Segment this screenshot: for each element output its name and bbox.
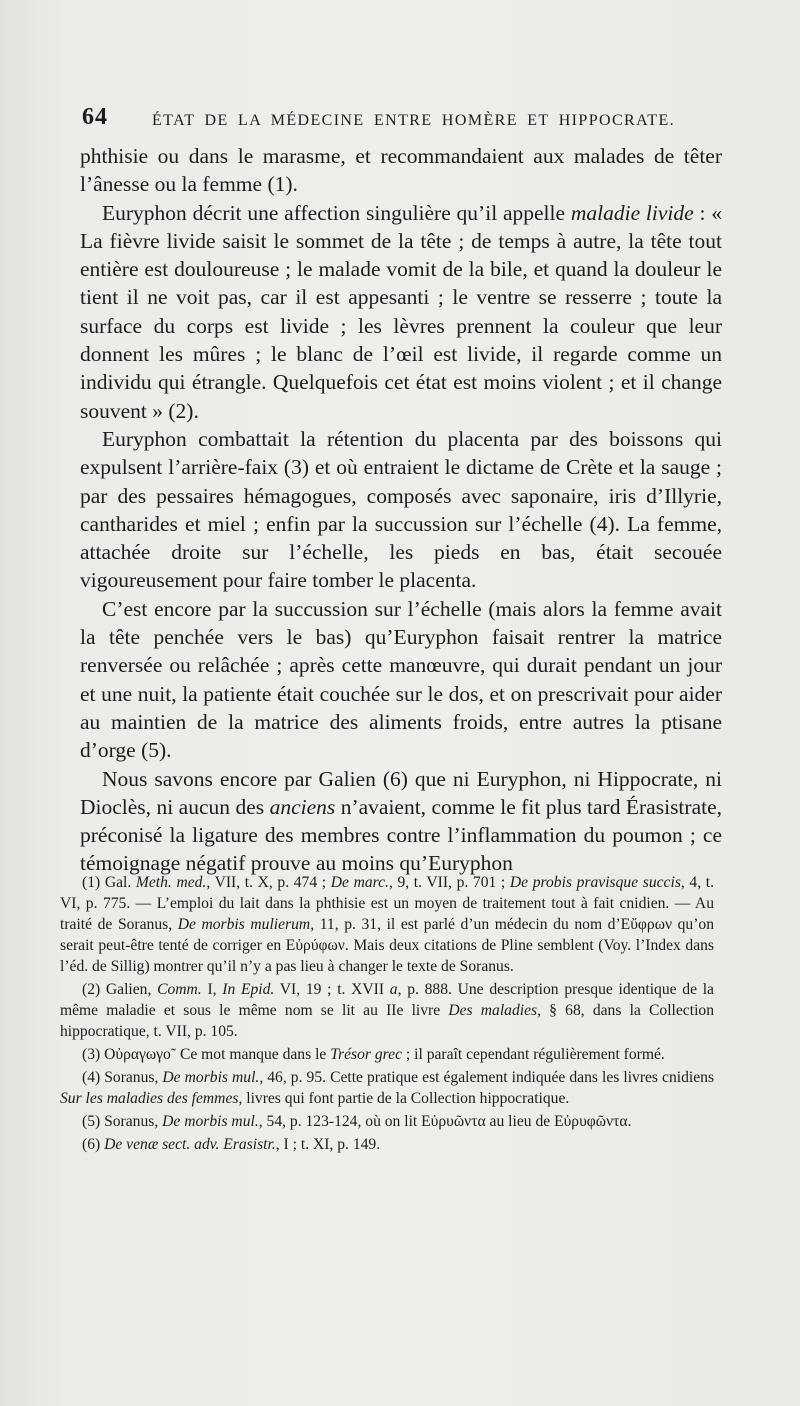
footnote-2-citation: Des maladies [448, 1002, 538, 1019]
footnotes [60, 872, 714, 1157]
footnote-2-citation: a [389, 981, 398, 998]
footnote-4-citation: Sur les maladies des femmes [60, 1090, 239, 1107]
footnote-6 [60, 1134, 714, 1155]
footnote-1-text: (1) Gal. [82, 874, 136, 891]
page-header [82, 104, 722, 136]
paragraph-2 [80, 199, 722, 425]
footnote-4-citation: De morbis mul. [162, 1069, 260, 1086]
footnote-4-text: , 46, p. 95. Cette pratique est également indiquée dans les livres cnidiens [259, 1069, 715, 1086]
footnote-5-text: (5) Soranus, [82, 1113, 163, 1130]
footnote-2-text: , § 68, dans la Collection hippocratique, t. VII, p. 105. [60, 1002, 714, 1040]
running-title: ÉTAT DE LA MÉDECINE ENTRE HOMÈRE ET HIPPOCRATE. [152, 112, 676, 129]
paragraph-4-text: C’est encore par la succussion sur l’échelle (mais alors la femme avait la tête penchée vers le bas) qu’Euryphon faisait rentrer la matrice renversée ou relâchée ; après cette manœuvre, qui durait pendant un jour et une nuit, la patiente était couchée sur le dos, et on prescrivait pour aider au maintien de la matrice des aliments froids, entre autres la ptisane d’orge (5). [80, 596, 722, 763]
paragraph-1 [80, 142, 722, 199]
footnote-4-text: , livres qui font partie de la Collection hippocratique. [238, 1090, 570, 1107]
paragraph-2-lead: Euryphon décrit une affection singulière qu’il appelle [102, 200, 571, 225]
footnote-6-citation: De venæ sect. adv. Erasistr. [104, 1136, 276, 1153]
footnote-5-text: , 54, p. 123-124, où on lit Εὐρυῶντα au lieu de Εὐρυφῶντα. [258, 1113, 632, 1130]
page-number: 64 [82, 104, 108, 130]
paragraph-5-emphasis: anciens [269, 794, 336, 819]
paragraph-2-rest: : « La fièvre livide saisit le sommet de la tête ; de temps à autre, la tête tout entière est douloureuse ; le malade vomit de la bile, et quand la douleur le tient il ne voit pas, car il est appesanti ; le ventre se resserre ; toute la surface du corps est livide ; les lèvres prennent la couleur que leur donnent les mûres ; le blanc de l’œil est livide, il regarde comme un individu qui étrangle. Quelquefois cet état est moins violent ; et il change souvent » (2). [80, 200, 722, 423]
footnote-6-text: (6) [82, 1136, 105, 1153]
footnote-1-citation: De probis pravisque succis [509, 874, 681, 891]
footnote-2-text: , p. 888. Une description presque identique de la même maladie et sous le même nom se lit au IIe livre [60, 981, 714, 1019]
footnote-1-citation: De morbis mulierum [177, 916, 311, 933]
footnote-1-text: , 11, p. 31, il est parlé d’un médecin du nom d’Εὔφρων qu’on serait peut-être tenté de corriger en Εὐρύφων. Mais deux citations de Pline semblent (Voy. l’Index dans l’éd. de Sillig) montrer qu’il n’y a pas lieu à changer le texte de Soranus. [60, 916, 714, 975]
paragraph-3 [80, 425, 722, 595]
paragraph-3-text: Euryphon combattait la rétention du placenta par des boissons qui expulsent l’arrière-faix (3) et où entraient le dictame de Crète et la sauge ; par des pessaires hémagogues, composés avec saponaire, iris d’Illyrie, cantharides et miel ; enfin par la succussion sur l’échelle (4). La femme, attachée droite sur l’échelle, les pieds en bas, était secouée vigoureusement pour faire tomber le placenta. [80, 426, 722, 593]
footnote-5-citation: De morbis mul. [162, 1113, 259, 1130]
paragraph-2-emphasis: maladie livide [570, 200, 694, 225]
main-text [80, 142, 722, 878]
footnote-2-text: I, [201, 981, 223, 998]
footnote-1 [60, 872, 714, 977]
footnote-3-citation: Trésor grec [330, 1046, 402, 1063]
paragraph-1-text: phthisie ou dans le marasme, et recommandaient aux malades de têter l’ânesse ou la femme (1). [80, 144, 722, 197]
footnote-5 [60, 1111, 714, 1132]
paragraph-4 [80, 595, 722, 765]
footnote-1-text: , 9, t. VII, p. 701 ; [388, 874, 510, 891]
footnote-2 [60, 979, 714, 1042]
footnote-2-citation: In Epid. [222, 981, 275, 998]
footnote-2-text: (2) Galien, [82, 981, 158, 998]
paragraph-5-lead: Nous savons encore par Galien (6) que ni Euryphon, ni Hippocrate, ni Dioclès, ni aucun des [80, 766, 722, 819]
paragraph-5-rest: n’avaient, comme le fit plus tard Érasistrate, préconisé la ligature des membres contre l’inflammation du poumon ; ce témoignage négatif prouve au moins qu’Euryphon [80, 794, 723, 876]
paragraph-5 [80, 765, 722, 878]
footnote-3-text: ; il paraît cependant régulièrement formé. [402, 1046, 665, 1063]
footnote-2-text: VI, 19 ; t. XVII [274, 981, 390, 998]
footnote-1-citation: De marc. [330, 874, 389, 891]
footnote-2-citation: Comm. [157, 981, 202, 998]
footnote-1-citation: Meth. med. [135, 874, 207, 891]
footnote-6-text: , I ; t. XI, p. 149. [275, 1136, 381, 1153]
footnote-3-text: (3) Οὐραγωγο˜ Ce mot manque dans le [82, 1046, 331, 1063]
footnote-4-text: (4) Soranus, [82, 1069, 163, 1086]
footnote-4 [60, 1067, 714, 1109]
footnote-3 [60, 1044, 714, 1065]
footnote-1-text: , 4, t. VI, p. 775. — L’emploi du lait dans la phthisie est un moyen de traitement tout à fait cnidien. — Au traité de Soranus, [60, 874, 714, 933]
footnote-1-text: , VII, t. X, p. 474 ; [206, 874, 331, 891]
